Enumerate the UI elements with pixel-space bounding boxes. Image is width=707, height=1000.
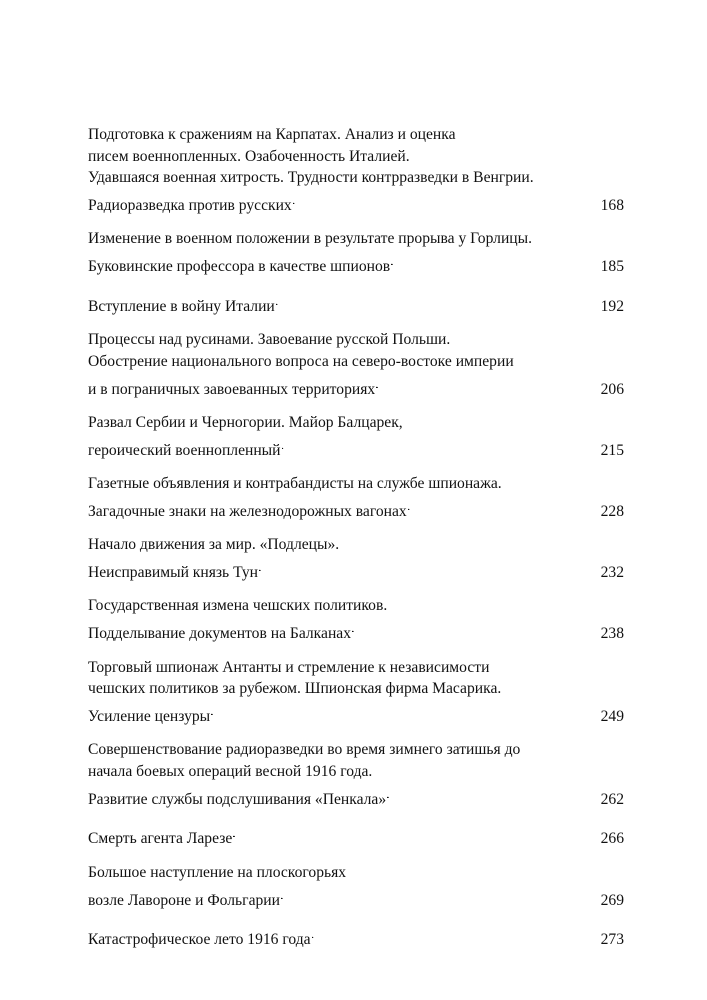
page-number: 266 [600, 830, 624, 848]
toc-entry-title-end: героический военнопленный [88, 441, 281, 459]
toc-entry-last-line [88, 494, 624, 522]
dot-leader [281, 883, 600, 905]
dot-leader [276, 289, 600, 311]
dot-leader [233, 822, 599, 844]
toc-entry [88, 228, 624, 278]
toc-entry [88, 412, 624, 462]
toc-entry-last-line [88, 556, 624, 584]
toc-entry-last-line [88, 782, 624, 810]
page-number: 249 [600, 708, 624, 725]
dot-leader [259, 556, 600, 578]
toc-entry-last-line [88, 250, 624, 278]
toc-entry-line: Развал Сербии и Черногории. Майор Балцарек, [88, 413, 403, 431]
table-of-contents [88, 124, 624, 962]
dot-leader [282, 433, 600, 455]
toc-entry-title-end: возле Лавороне и Фольгарии [88, 891, 280, 909]
toc-entry-line: Большое наступление на плоскогорьях [88, 863, 347, 881]
toc-entry-line: Совершенствование радиоразведки во время зимнего затишья до [88, 741, 521, 759]
toc-entry-title-end: Радиоразведка против русских [88, 197, 292, 214]
toc-entry-line: писем военнопленных. Озабоченность Италией. [88, 147, 410, 165]
toc-entry-title-end: Смерть агента Ларезе [88, 830, 233, 848]
toc-entry-last-line [88, 883, 624, 911]
dot-leader [211, 700, 599, 722]
page-number: 238 [600, 625, 624, 643]
toc-entry-last-line [88, 700, 624, 728]
toc-entry-title-end: и в пограничных завоеванных территориях [88, 380, 376, 398]
toc-entry-title-end: Усиление цензуры [88, 708, 211, 725]
page-number: 215 [600, 441, 624, 459]
toc-entry [88, 739, 624, 810]
toc-entry [88, 289, 624, 317]
toc-entry-line: Торговый шпионаж Антанты и стремление к независимости [88, 658, 490, 676]
toc-entry [88, 329, 624, 400]
toc-entry-last-line [88, 923, 624, 951]
toc-entry-line: чешских политиков за рубежом. Шпионская фирма Масарика. [88, 680, 502, 697]
page-number: 206 [600, 380, 624, 398]
toc-entry [88, 595, 624, 645]
toc-entry [88, 657, 624, 728]
toc-entry-title-end: Развитие службы подслушивания «Пенкала» [88, 790, 387, 808]
toc-entry-title-end: Вступление в войну Италии [88, 297, 275, 315]
page-number: 185 [600, 258, 624, 276]
dot-leader [376, 372, 599, 394]
page-number: 269 [600, 891, 624, 909]
page-number: 168 [600, 197, 624, 214]
dot-leader [293, 189, 600, 211]
toc-entry-last-line [88, 822, 624, 850]
toc-entry [88, 534, 624, 584]
toc-entry [88, 473, 624, 523]
toc-entry-line: Подготовка к сражениям на Карпатах. Анализ и оценка [88, 126, 456, 143]
dot-leader [391, 250, 599, 272]
page-number: 232 [600, 564, 624, 582]
toc-entry-line: начала боевых операций весной 1916 года. [88, 762, 373, 780]
toc-entry-line: Газетные объявления и контрабандисты на службе шпионажа. [88, 474, 502, 492]
toc-entry-title-end: Буковинские профессора в качестве шпионов [88, 258, 391, 276]
dot-leader [408, 494, 600, 516]
toc-entry-title-end: Катастрофическое лето 1916 года [88, 931, 311, 949]
dot-leader [312, 923, 600, 945]
toc-entry-last-line [88, 189, 624, 217]
toc-entry-line: Обострение национального вопроса на северо-востоке империи [88, 352, 514, 370]
toc-entry-title-end: Подделывание документов на Балканах [88, 625, 352, 643]
toc-entry-line: Государственная измена чешских политиков. [88, 597, 388, 615]
page-number: 273 [600, 931, 624, 949]
toc-entry-title-end: Загадочные знаки на железнодорожных вагонах [88, 502, 407, 520]
toc-entry-line: Удавшаяся военная хитрость. Трудности контрразведки в Венгрии. [88, 169, 534, 186]
toc-entry-line: Изменение в военном положении в результате прорыва у Горлицы. [88, 230, 533, 248]
toc-entry [88, 822, 624, 850]
toc-entry-last-line [88, 372, 624, 400]
toc-entry [88, 923, 624, 951]
toc-entry-last-line [88, 617, 624, 645]
page-number: 228 [600, 502, 624, 520]
toc-entry-last-line [88, 289, 624, 317]
toc-entry-title-end: Неисправимый князь Тун [88, 564, 258, 582]
dot-leader [387, 782, 599, 804]
toc-entry-last-line [88, 433, 624, 461]
toc-entry [88, 124, 624, 217]
page-number: 192 [600, 297, 624, 315]
page-number: 262 [600, 790, 624, 808]
toc-entry-line: Начало движения за мир. «Подлецы». [88, 536, 340, 554]
toc-entry [88, 862, 624, 912]
dot-leader [352, 617, 600, 639]
toc-entry-line: Процессы над русинами. Завоевание русской Польши. [88, 331, 451, 349]
